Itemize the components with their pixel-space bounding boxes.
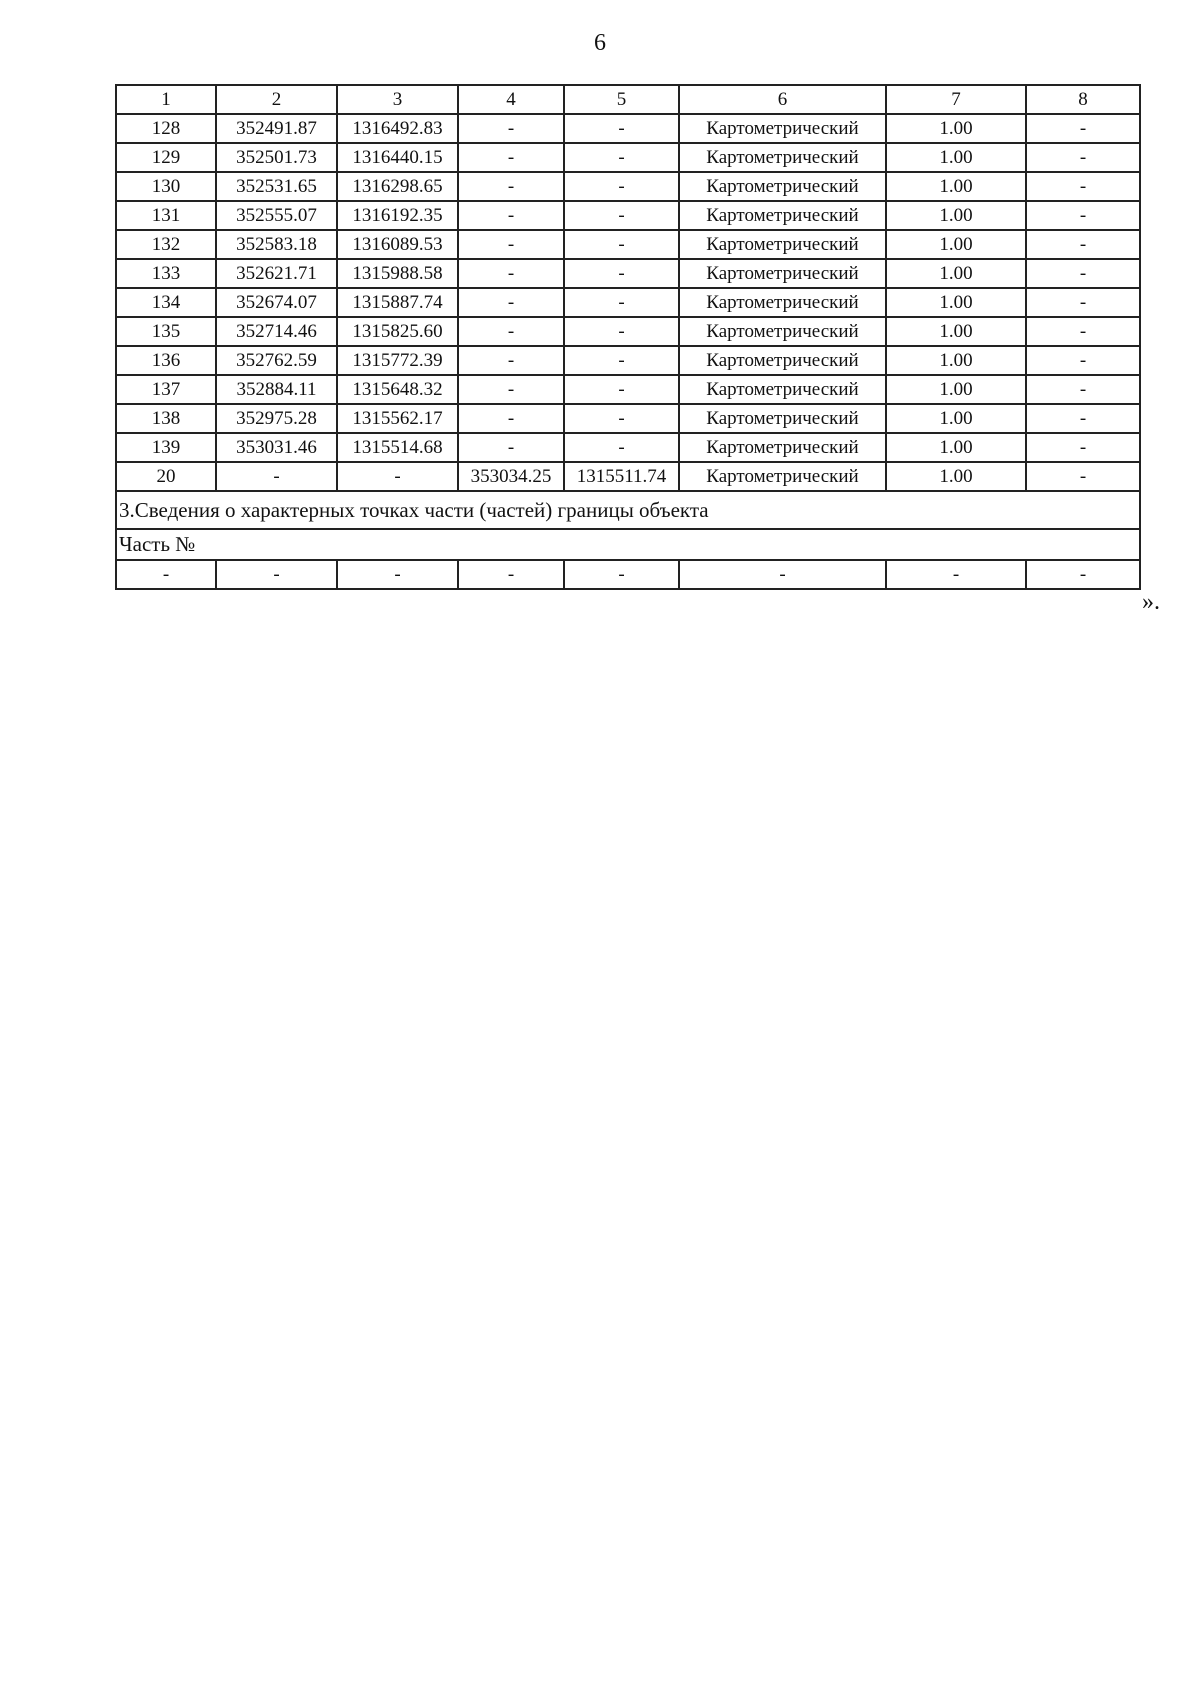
table-cell-col-1: 132 xyxy=(116,230,216,259)
table-row xyxy=(116,375,1140,404)
table-cell-col-8: - xyxy=(1026,462,1140,491)
table-cell-col-4: - xyxy=(458,317,564,346)
table-row xyxy=(116,259,1140,288)
table-cell-col-2: 2 xyxy=(216,85,337,114)
table-cell-col-1: 137 xyxy=(116,375,216,404)
table-cell-col-7: 1.00 xyxy=(886,404,1026,433)
table-cell-col-8: - xyxy=(1026,143,1140,172)
table-cell-col-6: Картометрический xyxy=(679,346,886,375)
table-cell-col-5: - xyxy=(564,114,679,143)
part-label: Часть № xyxy=(116,529,1140,560)
table-cell-col-5: - xyxy=(564,375,679,404)
table-cell-col-7: 7 xyxy=(886,85,1026,114)
table-body xyxy=(116,85,1140,589)
table-row xyxy=(116,143,1140,172)
table-cell-col-8: - xyxy=(1026,433,1140,462)
table-cell-col-4: - xyxy=(458,172,564,201)
table-cell-col-1: 135 xyxy=(116,317,216,346)
table-cell-col-8: - xyxy=(1026,346,1140,375)
table-cell-col-4: 353034.25 xyxy=(458,462,564,491)
table-cell-col-3: 1315562.17 xyxy=(337,404,458,433)
table-cell-col-4: - xyxy=(458,560,564,589)
table-cell-col-6: Картометрический xyxy=(679,404,886,433)
table-cell-col-3: 1316298.65 xyxy=(337,172,458,201)
table-header-row xyxy=(116,85,1140,114)
table-cell-col-5: 5 xyxy=(564,85,679,114)
table-cell-col-2: 352531.65 xyxy=(216,172,337,201)
table-cell-col-4: - xyxy=(458,288,564,317)
table-cell-col-4: 4 xyxy=(458,85,564,114)
table-cell-col-1: 129 xyxy=(116,143,216,172)
table-cell-col-7: 1.00 xyxy=(886,259,1026,288)
table-row xyxy=(116,317,1140,346)
table-cell-col-1: 136 xyxy=(116,346,216,375)
table-cell-col-7: 1.00 xyxy=(886,201,1026,230)
table-cell-col-6: Картометрический xyxy=(679,114,886,143)
table-cell-col-5: - xyxy=(564,560,679,589)
table-cell-col-8: - xyxy=(1026,114,1140,143)
table-cell-col-6: Картометрический xyxy=(679,143,886,172)
table-cell-col-6: Картометрический xyxy=(679,317,886,346)
table-cell-col-4: - xyxy=(458,259,564,288)
table-cell-col-5: - xyxy=(564,433,679,462)
table-cell-col-5: - xyxy=(564,404,679,433)
table-cell-col-3: - xyxy=(337,560,458,589)
table-cell-col-1: 139 xyxy=(116,433,216,462)
table-cell-col-5: - xyxy=(564,201,679,230)
table-cell-col-7: 1.00 xyxy=(886,433,1026,462)
table-cell-col-2: 352491.87 xyxy=(216,114,337,143)
closing-quote-mark: ». xyxy=(1142,589,1160,615)
table-cell-col-6: Картометрический xyxy=(679,230,886,259)
table-cell-col-6: Картометрический xyxy=(679,201,886,230)
table-cell-col-2: 352501.73 xyxy=(216,143,337,172)
table-cell-col-1: 1 xyxy=(116,85,216,114)
table-cell-col-6: 6 xyxy=(679,85,886,114)
table-cell-col-7: 1.00 xyxy=(886,288,1026,317)
table-cell-col-6: Картометрический xyxy=(679,433,886,462)
table-cell-col-2: 352762.59 xyxy=(216,346,337,375)
table-cell-col-4: - xyxy=(458,143,564,172)
table-cell-col-6: Картометрический xyxy=(679,288,886,317)
table-cell-col-3: 1315887.74 xyxy=(337,288,458,317)
table-cell-col-6: - xyxy=(679,560,886,589)
table-row xyxy=(116,230,1140,259)
table-cell-col-1: 130 xyxy=(116,172,216,201)
table-cell-col-1: 131 xyxy=(116,201,216,230)
page-number: 6 xyxy=(594,30,606,56)
table-cell-col-3: - xyxy=(337,462,458,491)
table-cell-col-6: Картометрический xyxy=(679,375,886,404)
table-cell-col-4: - xyxy=(458,201,564,230)
table-cell-col-5: - xyxy=(564,288,679,317)
table-cell-col-8: - xyxy=(1026,172,1140,201)
table-cell-col-5: - xyxy=(564,172,679,201)
table-cell-col-3: 1315648.32 xyxy=(337,375,458,404)
table-cell-col-8: - xyxy=(1026,259,1140,288)
table-cell-col-5: - xyxy=(564,143,679,172)
section-title-row xyxy=(116,491,1140,529)
table-cell-col-6: Картометрический xyxy=(679,259,886,288)
table-cell-col-2: 352975.28 xyxy=(216,404,337,433)
table-cell-col-5: - xyxy=(564,230,679,259)
table-cell-col-7: 1.00 xyxy=(886,462,1026,491)
table-row xyxy=(116,346,1140,375)
table-row xyxy=(116,201,1140,230)
table-cell-col-7: 1.00 xyxy=(886,317,1026,346)
table-cell-col-8: - xyxy=(1026,317,1140,346)
table-cell-col-7: 1.00 xyxy=(886,143,1026,172)
table-cell-col-3: 1316492.83 xyxy=(337,114,458,143)
part-label-row xyxy=(116,529,1140,560)
coordinates-table xyxy=(115,84,1141,590)
table-cell-col-8: - xyxy=(1026,375,1140,404)
table-cell-col-2: 352583.18 xyxy=(216,230,337,259)
table-cell-col-5: - xyxy=(564,317,679,346)
table-cell-col-2: 352884.11 xyxy=(216,375,337,404)
table-cell-col-2: - xyxy=(216,560,337,589)
section-title: 3.Сведения о характерных точках части (частей) границы объекта xyxy=(116,491,1140,529)
table-cell-col-8: - xyxy=(1026,404,1140,433)
table-cell-col-2: 352674.07 xyxy=(216,288,337,317)
table-cell-col-4: - xyxy=(458,230,564,259)
table-cell-col-8: - xyxy=(1026,560,1140,589)
table-row xyxy=(116,288,1140,317)
table-cell-col-2: - xyxy=(216,462,337,491)
table-cell-col-1: 133 xyxy=(116,259,216,288)
table-cell-col-8: - xyxy=(1026,201,1140,230)
table-cell-col-5: - xyxy=(564,346,679,375)
table-cell-col-8: 8 xyxy=(1026,85,1140,114)
table-cell-col-4: - xyxy=(458,346,564,375)
table-cell-col-3: 1315772.39 xyxy=(337,346,458,375)
table-cell-col-5: - xyxy=(564,259,679,288)
table-cell-col-2: 353031.46 xyxy=(216,433,337,462)
table-cell-col-7: - xyxy=(886,560,1026,589)
table-cell-col-6: Картометрический xyxy=(679,462,886,491)
table-cell-col-1: 20 xyxy=(116,462,216,491)
table-cell-col-1: 134 xyxy=(116,288,216,317)
table-cell-col-7: 1.00 xyxy=(886,114,1026,143)
table-cell-col-7: 1.00 xyxy=(886,172,1026,201)
table-cell-col-7: 1.00 xyxy=(886,375,1026,404)
table-cell-col-4: - xyxy=(458,375,564,404)
table-cell-col-2: 352555.07 xyxy=(216,201,337,230)
table-cell-col-6: Картометрический xyxy=(679,172,886,201)
table-row xyxy=(116,433,1140,462)
table-cell-col-3: 1315825.60 xyxy=(337,317,458,346)
table-cell-col-4: - xyxy=(458,433,564,462)
table-cell-col-1: 138 xyxy=(116,404,216,433)
table-cell-col-1: - xyxy=(116,560,216,589)
table-cell-col-3: 1315514.68 xyxy=(337,433,458,462)
table-cell-col-3: 3 xyxy=(337,85,458,114)
table-cell-col-8: - xyxy=(1026,230,1140,259)
table-cell-col-2: 352714.46 xyxy=(216,317,337,346)
table-cell-col-7: 1.00 xyxy=(886,346,1026,375)
table-container xyxy=(115,84,1141,590)
table-cell-col-3: 1315988.58 xyxy=(337,259,458,288)
table-cell-col-4: - xyxy=(458,114,564,143)
table-cell-col-7: 1.00 xyxy=(886,230,1026,259)
empty-part-row xyxy=(116,560,1140,589)
table-cell-col-5: 1315511.74 xyxy=(564,462,679,491)
table-cell-col-2: 352621.71 xyxy=(216,259,337,288)
table-cell-col-8: - xyxy=(1026,288,1140,317)
table-cell-col-3: 1316089.53 xyxy=(337,230,458,259)
table-cell-col-4: - xyxy=(458,404,564,433)
table-cell-col-1: 128 xyxy=(116,114,216,143)
table-row xyxy=(116,404,1140,433)
table-row xyxy=(116,172,1140,201)
table-row xyxy=(116,462,1140,491)
table-cell-col-3: 1316440.15 xyxy=(337,143,458,172)
table-cell-col-3: 1316192.35 xyxy=(337,201,458,230)
table-row xyxy=(116,114,1140,143)
